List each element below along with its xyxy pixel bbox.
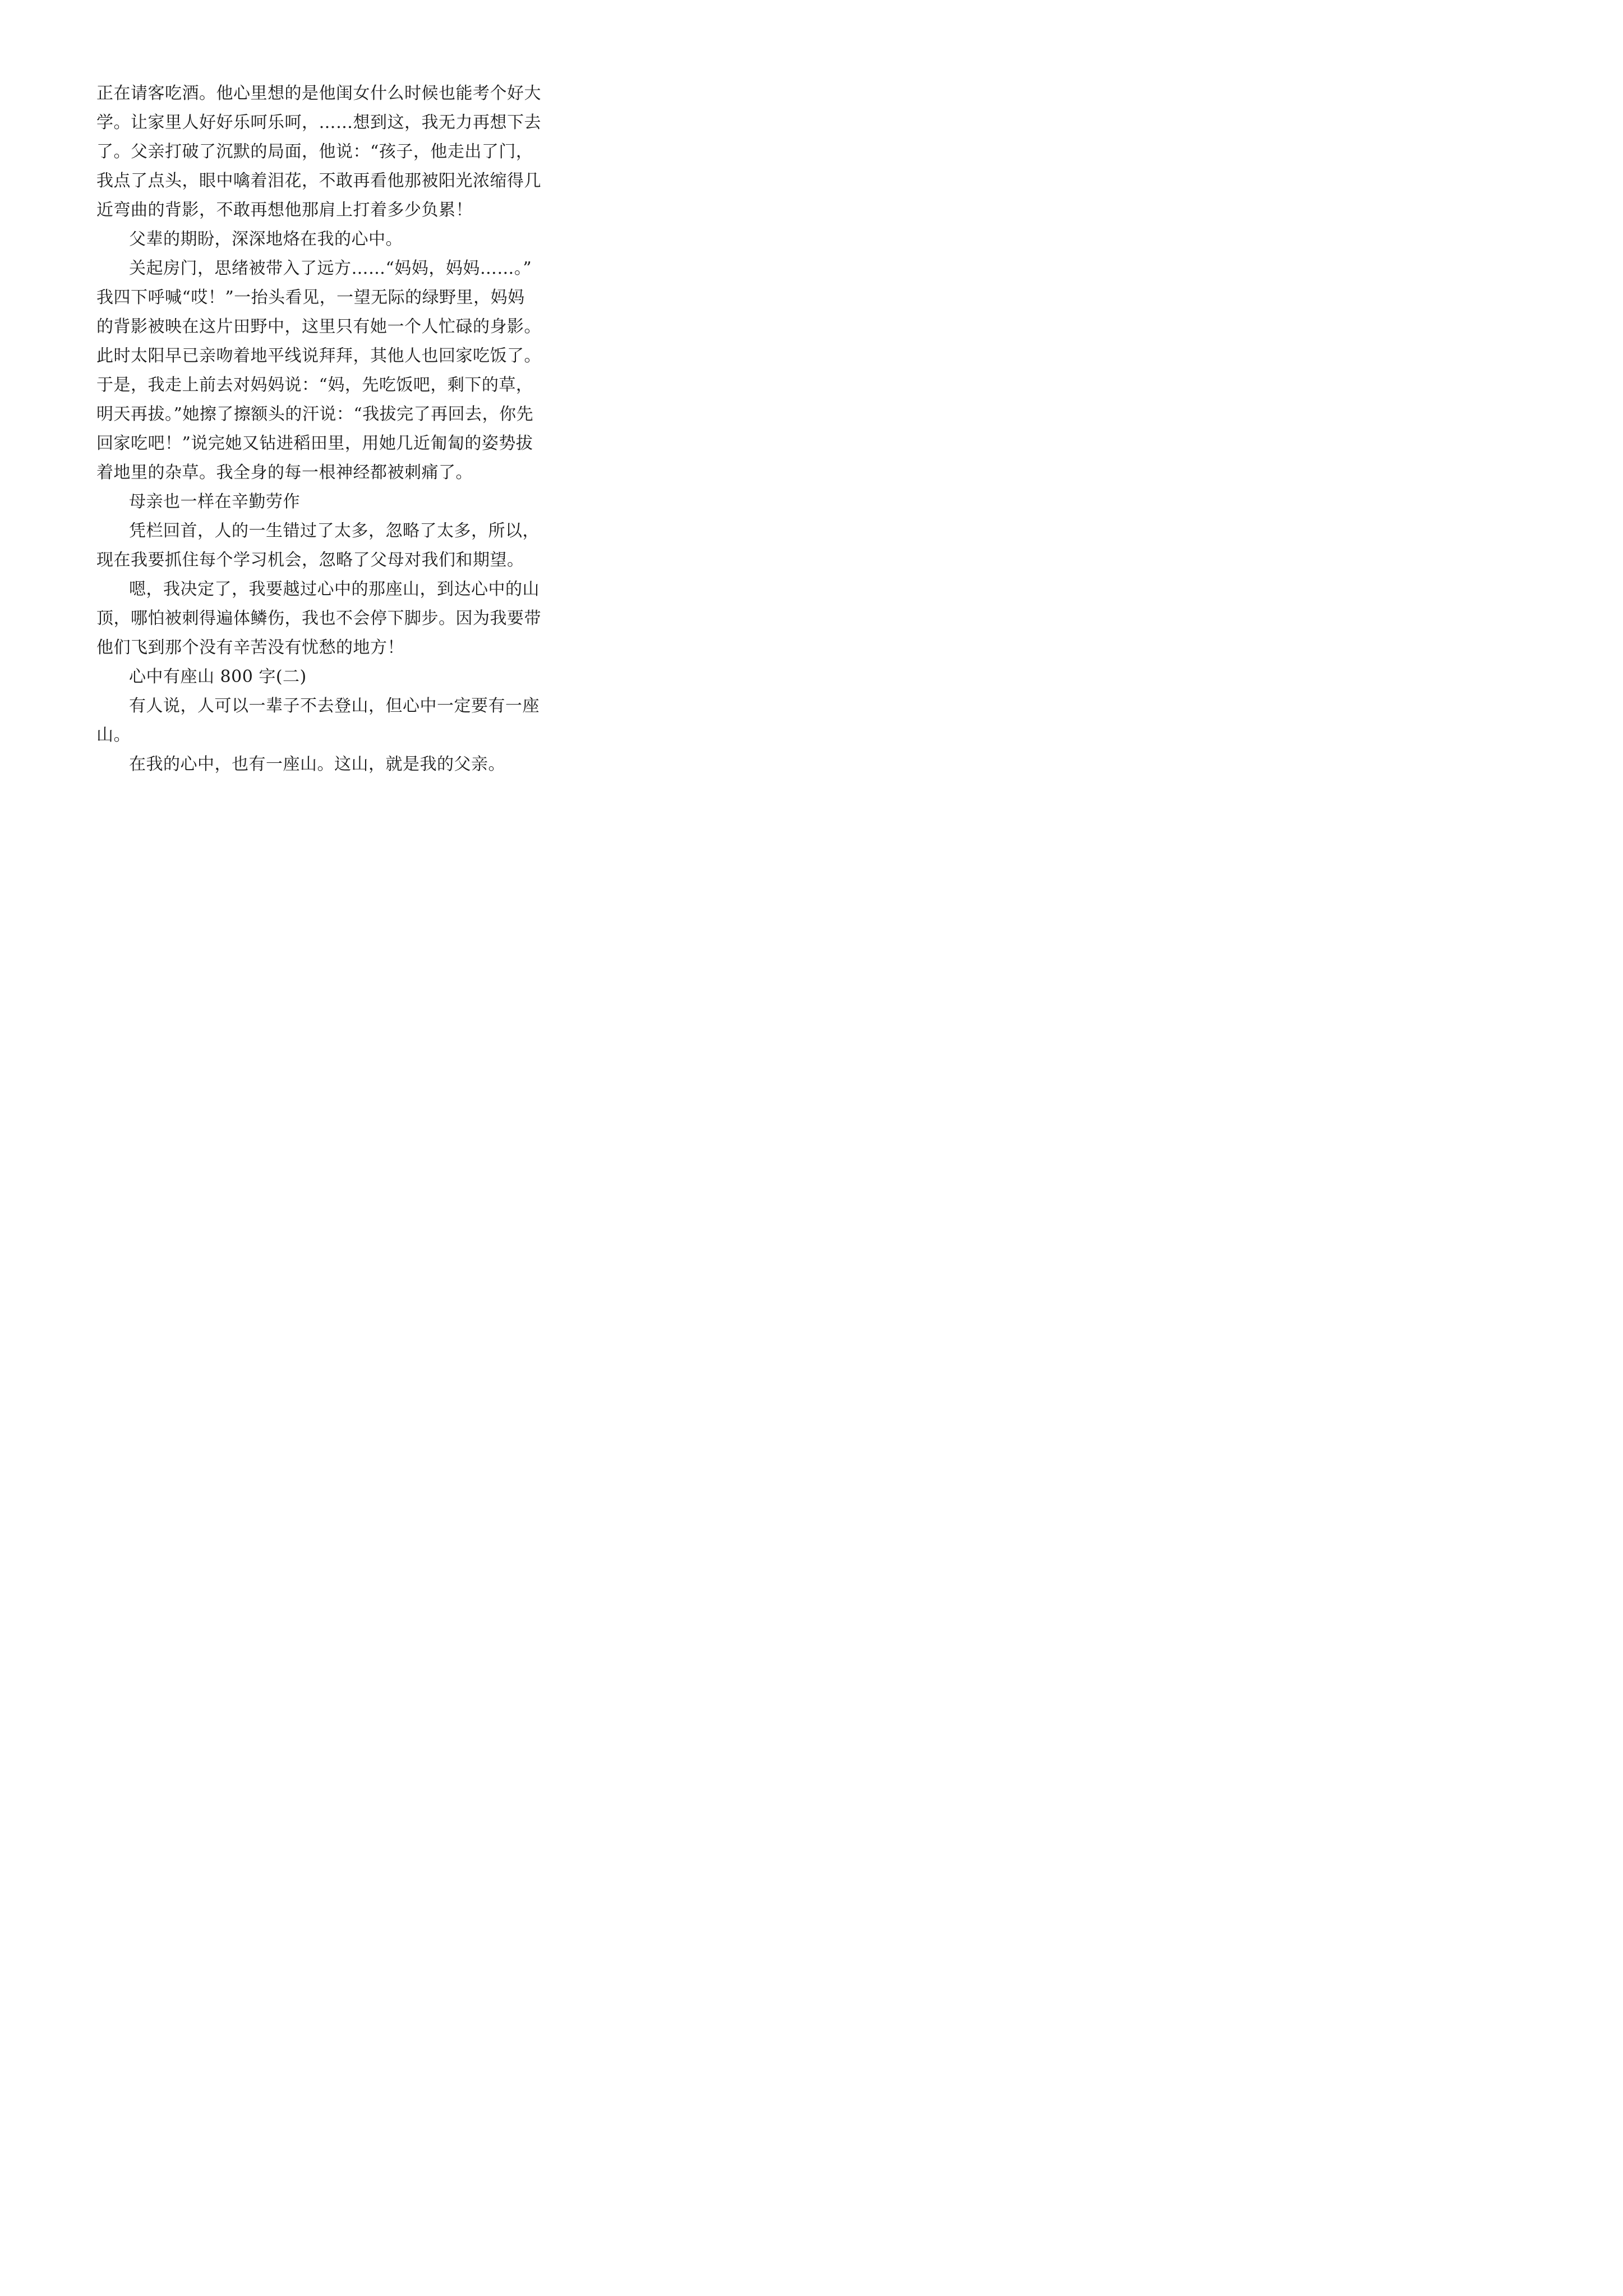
- text-line: 关起房门，思绪被带入了远方……“妈妈，妈妈……。”: [129, 259, 532, 278]
- text-line: 于是，我走上前去对妈妈说：“妈，先吃饭吧，剩下的草，: [96, 375, 533, 395]
- text-line: 顶，哪怕被刺得遍体鳞伤，我也不会停下脚步。因为我要带: [96, 609, 541, 628]
- text-line: 在我的心中，也有一座山。这山，就是我的父亲。: [129, 754, 505, 774]
- text-line: 母亲也一样在辛勤劳作: [129, 492, 300, 512]
- text-line: 我四下呼喊“哎！”一抬头看见，一望无际的绿野里，妈妈: [96, 288, 525, 307]
- text-line: 山。: [96, 725, 131, 745]
- text-line: 正在请客吃酒。他心里想的是他闺女什么时候也能考个好大: [96, 84, 541, 103]
- text-line: 明天再拔。”她擦了擦额头的汗说：“我拔完了再回去，你先: [96, 404, 534, 424]
- text-line: 我点了点头，眼中噙着泪花，不敢再看他那被阳光浓缩得几: [96, 171, 541, 191]
- text-line: 了。父亲打破了沉默的局面，他说：“孩子，他走出了门，: [96, 142, 533, 162]
- text-line: 的背影被映在这片田野中，这里只有她一个人忙碌的身影。: [96, 317, 541, 337]
- text-line: 此时太阳早已亲吻着地平线说拜拜，其他人也回家吃饭了。: [96, 346, 541, 366]
- text-line: 他们飞到那个没有辛苦没有忧愁的地方！: [96, 638, 404, 657]
- text-line: 有人说，人可以一辈子不去登山，但心中一定要有一座: [129, 696, 540, 716]
- text-line: 父辈的期盼，深深地烙在我的心中。: [129, 229, 403, 249]
- document-page: [0, 0, 619, 876]
- section-heading: 心中有座山 800 字(二): [129, 667, 307, 687]
- text-line: 现在我要抓住每个学习机会，忽略了父母对我们和期望。: [96, 550, 524, 570]
- text-line: 近弯曲的背影，不敢再想他那肩上打着多少负累！: [96, 200, 473, 220]
- text-line: 凭栏回首，人的一生错过了太多，忽略了太多，所以，: [129, 521, 540, 541]
- text-line: 学。让家里人好好乐呵乐呵，……想到这，我无力再想下去: [96, 113, 541, 132]
- text-line: 嗯，我决定了，我要越过心中的那座山，到达心中的山: [129, 579, 540, 599]
- text-line: 回家吃吧！”说完她又钻进稻田里，用她几近匍匐的姿势拔: [96, 434, 533, 453]
- text-line: 着地里的杂草。我全身的每一根神经都被刺痛了。: [96, 463, 473, 482]
